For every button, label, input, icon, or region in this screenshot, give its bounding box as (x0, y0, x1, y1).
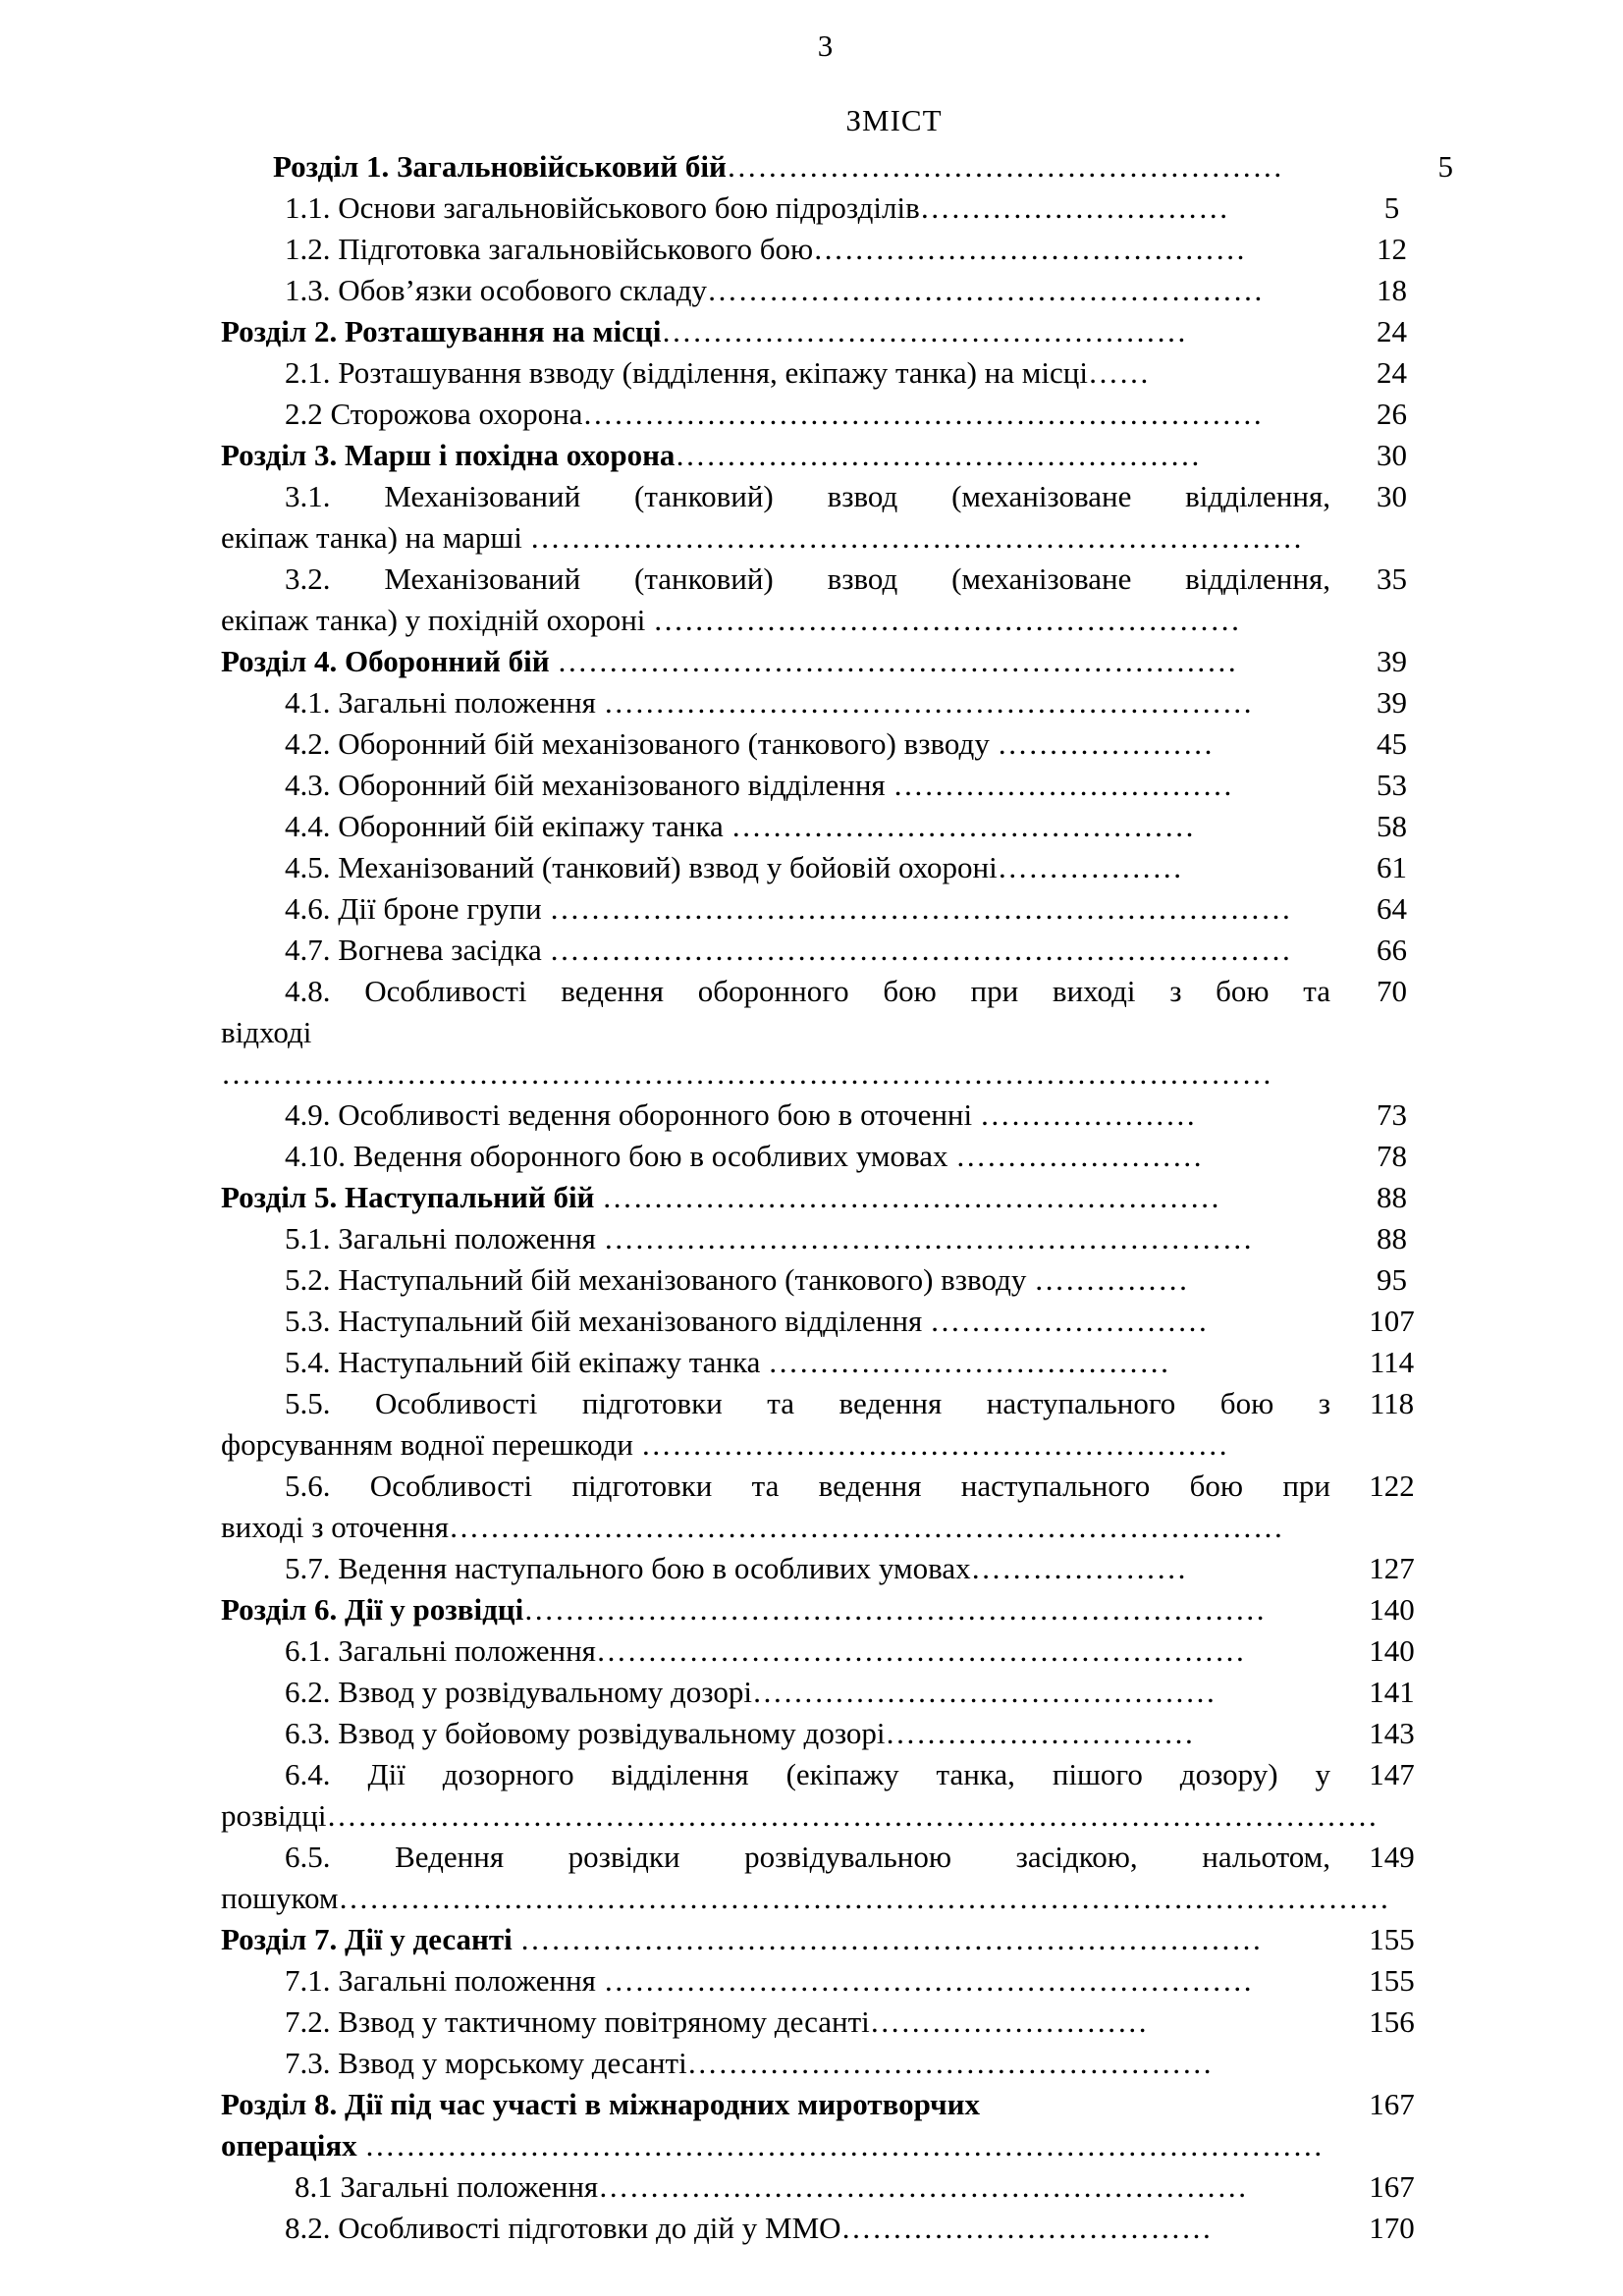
toc-entry-text: 1.3. Обов’язки особового складу……………………………………………… (285, 273, 1265, 307)
toc-row (221, 1919, 1453, 1960)
toc-row (221, 1095, 1453, 1136)
toc-row (221, 2166, 1453, 2208)
toc-page-number: 107 (1369, 1304, 1415, 1338)
toc-leader-dots: …… (1087, 355, 1150, 390)
toc-entry-text: 2.2 Сторожова охорона………………………………………………………… (285, 397, 1264, 431)
toc-page-number: 140 (1369, 1633, 1415, 1668)
toc-row (221, 476, 1453, 559)
toc-entry-text: 4.5. Механізований (танковий) взвод у бойовій охороні……………… (285, 850, 1183, 884)
toc-leader-dots: ……………………………………………………… (603, 1963, 1254, 1998)
toc-entry-text: 5.7. Ведення наступального бою в особливих умовах………………… (285, 1551, 1188, 1585)
toc-page-number: 88 (1377, 1180, 1407, 1214)
toc-leader-dots: …………………………………………………… (602, 1180, 1221, 1214)
toc-page-number: 122 (1369, 1468, 1415, 1503)
toc-leader-dots: ……………………………………………………… (603, 1221, 1254, 1255)
toc-entry-text: 5.4. Наступальний бій екіпажу танка ………………………………… (285, 1345, 1170, 1379)
toc-page-number: 73 (1377, 1097, 1407, 1132)
toc-title: ЗМІСТ (845, 103, 943, 137)
toc-entry-text: Розділ 7. Дії у десанті ……………………………………………………………… (221, 1922, 1263, 1956)
toc-row (221, 187, 1453, 229)
toc-entry-text: 7.1. Загальні положення ……………………………………………………… (285, 1963, 1254, 1998)
toc-row (221, 1136, 1453, 1177)
toc-page-number: 12 (1377, 232, 1407, 266)
toc-entry-text: 2.1. Розташування взводу (відділення, екіпажу танка) на місці…… (285, 355, 1150, 390)
toc-entry-text: 5.1. Загальні положення ……………………………………………………… (285, 1221, 1254, 1255)
toc-page-number: 53 (1377, 768, 1407, 802)
toc-leader-dots: ………………………………………………………………………………………… (338, 1881, 1390, 1915)
toc-leader-dots: ……………………………………………………………………… (449, 1510, 1284, 1544)
toc-page-number: 114 (1369, 1345, 1415, 1379)
toc-page-number: 39 (1377, 685, 1407, 720)
toc-entry-text: 6.2. Взвод у розвідувальному дозорі……………………………………… (285, 1675, 1217, 1709)
toc-leader-dots: ………………… (997, 726, 1215, 761)
toc-row (221, 1301, 1453, 1342)
toc-page-number: 78 (1377, 1139, 1407, 1173)
toc-leader-dots: …………… (1034, 1262, 1189, 1297)
toc-row (221, 2043, 1453, 2084)
toc-entry-text: 7.3. Взвод у морському десанті…………………………………………… (285, 2046, 1214, 2080)
toc-row (221, 352, 1453, 394)
toc-entry-text: Розділ 2. Розташування на місці…………………………………………… (221, 314, 1187, 348)
toc-page-number: 18 (1377, 273, 1407, 307)
toc-entry-text: 3.2. Механізований (танковий) взвод (механізоване відділення, екіпаж танка) у похідній охороні ………………………………………………… (221, 561, 1330, 637)
toc-row (221, 682, 1453, 723)
toc-row (221, 1342, 1453, 1383)
toc-page-number: 45 (1377, 726, 1407, 761)
toc-entry-text: 4.3. Оборонний бій механізованого відділення …………………………… (285, 768, 1233, 802)
toc-leader-dots: …………………………………… (813, 232, 1247, 266)
toc-row (221, 1218, 1453, 1259)
toc-entry-text: 6.3. Взвод у бойовому розвідувальному дозорі………………………… (285, 1716, 1195, 1750)
toc-leader-dots: ……………………………………………………… (603, 685, 1254, 720)
toc-leader-dots: ……………………………………………… (707, 273, 1265, 307)
toc-entry-text: 3.1. Механізований (танковий) взвод (механізоване відділення, екіпаж танка) на марші ………………………………………………………………… (221, 479, 1330, 555)
toc-leader-dots: …………………… (955, 1139, 1204, 1173)
toc-list (0, 146, 1623, 2249)
toc-leader-dots: ……………………… (929, 1304, 1209, 1338)
toc-leader-dots: ……………………………………………………… (595, 1633, 1246, 1668)
toc-page-number: 58 (1377, 809, 1407, 843)
toc-row (221, 1383, 1453, 1466)
toc-row (221, 1466, 1453, 1548)
toc-entry-text: 1.1. Основи загальновійськового бою підрозділів………………………… (285, 190, 1229, 225)
toc-leader-dots: ………………………………………………………… (582, 397, 1264, 431)
toc-entry-text: Розділ 3. Марш і похідна охорона…………………………………………… (221, 438, 1201, 472)
toc-leader-dots: ………………………………………………………… (557, 644, 1238, 678)
toc-entry-text: 4.7. Вогнева засідка ……………………………………………………………… (285, 933, 1292, 967)
toc-page-number: 35 (1377, 561, 1407, 596)
toc-leader-dots: …………………………………………… (661, 314, 1187, 348)
toc-leader-dots: …………………………………………… (675, 438, 1201, 472)
toc-leader-dots: ………………………………………………… (640, 1427, 1229, 1462)
toc-leader-dots: ……………… (997, 850, 1183, 884)
toc-leader-dots: ………………………………………………… (653, 603, 1241, 637)
toc-row (221, 723, 1453, 765)
toc-entry-text: Розділ 5. Наступальний бій …………………………………………………… (221, 1180, 1221, 1214)
toc-leader-dots: ………………………………………………………………………………………… (221, 1056, 1272, 1091)
toc-entry-text: 4.10. Ведення оборонного бою в особливих умовах …………………… (285, 1139, 1204, 1173)
toc-leader-dots: ……………………………………………………………… (519, 1922, 1263, 1956)
page-number: 3 (817, 28, 834, 63)
toc-row (221, 1754, 1453, 1837)
toc-entry-text: Розділ 8. Дії під час участі в міжнародних миротворчих операціях ………………………………………………………………………………… (221, 2087, 1324, 2163)
toc-row (221, 559, 1453, 641)
toc-entry-text: 6.1. Загальні положення……………………………………………………… (285, 1633, 1246, 1668)
toc-entry-text: Розділ 1. Загальновійськовий бій……………………………………………… (273, 149, 1283, 184)
toc-page-number: 155 (1369, 1922, 1415, 1956)
toc-row (221, 1177, 1453, 1218)
toc-page-number: 149 (1369, 1840, 1415, 1874)
toc-page-number: 30 (1377, 479, 1407, 513)
toc-entry-text: 8.2. Особливості підготовки до дій у ММО……………………………… (285, 2211, 1213, 2245)
toc-page-number: 147 (1369, 1757, 1415, 1791)
toc-leader-dots: …………………………… (893, 768, 1233, 802)
toc-row (221, 1548, 1453, 1589)
toc-page-number: 5 (1383, 190, 1400, 225)
toc-row (221, 847, 1453, 888)
toc-page-number: 167 (1369, 2169, 1415, 2204)
toc-row (221, 394, 1453, 435)
toc-row (221, 1960, 1453, 2002)
toc-leader-dots: ……………………………………… (730, 809, 1196, 843)
toc-leader-dots: ………………………… (919, 190, 1229, 225)
toc-page-number: 66 (1377, 933, 1407, 967)
toc-entry-text: Розділ 4. Оборонний бій ………………………………………………………… (221, 644, 1238, 678)
toc-page-number: 30 (1377, 438, 1407, 472)
toc-page-number: 39 (1377, 644, 1407, 678)
toc-leader-dots: ……………………… (869, 2004, 1149, 2039)
toc-entry-text: 4.1. Загальні положення ……………………………………………………… (285, 685, 1254, 720)
toc-leader-dots: ………………………………………………………………………………………… (326, 1798, 1379, 1833)
toc-row (221, 1713, 1453, 1754)
toc-page-number: 95 (1377, 1262, 1407, 1297)
toc-leader-dots: ……………………………………………… (726, 149, 1283, 184)
toc-entry-text: 4.8. Особливості ведення оборонного бою при виході з бою та відході ………………………………………………………………………………………… (221, 974, 1330, 1091)
toc-row (221, 930, 1453, 971)
toc-page-number: 61 (1377, 850, 1407, 884)
toc-entry-text: 5.6. Особливості підготовки та ведення наступального бою при виході з оточення……………………………………………………………………… (221, 1468, 1330, 1544)
toc-page-number: 127 (1369, 1551, 1415, 1585)
toc-page-number: 70 (1377, 974, 1407, 1008)
toc-leader-dots: ……………………………………………………………… (549, 933, 1292, 967)
toc-row (221, 311, 1453, 352)
toc-entry-text: 4.2. Оборонний бій механізованого (танкового) взводу ………………… (285, 726, 1215, 761)
toc-entry-text: 7.2. Взвод у тактичному повітряному десанті……………………… (285, 2004, 1149, 2039)
toc-row (221, 888, 1453, 930)
toc-entry-text: 6.5. Ведення розвідки розвідувальною засідкою, нальотом, пошуком………………………………………………………………………………………… (221, 1840, 1390, 1915)
toc-page-number: 26 (1377, 397, 1407, 431)
toc-page-number: 156 (1369, 2004, 1415, 2039)
toc-entry-text: 5.3. Наступальний бій механізованого відділення ……………………… (285, 1304, 1209, 1338)
toc-leader-dots: ……………………………………………………………… (549, 891, 1292, 926)
toc-row (221, 971, 1453, 1095)
toc-page-number: 64 (1377, 891, 1407, 926)
toc-page-number: 118 (1369, 1386, 1415, 1420)
toc-row (221, 1837, 1453, 1919)
toc-row (221, 146, 1453, 187)
toc-row (221, 1259, 1453, 1301)
toc-entry-text: 4.4. Оборонний бій екіпажу танка ……………………………………… (285, 809, 1196, 843)
toc-leader-dots: ……………………………………… (751, 1675, 1217, 1709)
toc-leader-dots: ………………… (970, 1551, 1188, 1585)
toc-row (221, 435, 1453, 476)
toc-entry-text: 4.6. Дії броне групи ……………………………………………………………… (285, 891, 1292, 926)
toc-page-number: 170 (1369, 2211, 1415, 2245)
toc-entry-text: 4.9. Особливості ведення оборонного бою в оточенні ………………… (285, 1097, 1197, 1132)
toc-leader-dots: …………………………………………… (686, 2046, 1214, 2080)
toc-leader-dots: ……………………………………………………………… (523, 1592, 1267, 1627)
toc-leader-dots: ………………… (979, 1097, 1197, 1132)
toc-row (221, 270, 1453, 311)
toc-row (221, 1672, 1453, 1713)
toc-row (221, 806, 1453, 847)
toc-leader-dots: ……………………………… (840, 2211, 1213, 2245)
toc-row (221, 1630, 1453, 1672)
toc-row (221, 1589, 1453, 1630)
toc-entry-text: 8.1 Загальні положення……………………………………………………… (295, 2169, 1248, 2204)
toc-page-number: 24 (1377, 314, 1407, 348)
toc-page-number: 88 (1377, 1221, 1407, 1255)
toc-leader-dots: ………………………… (885, 1716, 1195, 1750)
toc-leader-dots: ………………………………………………………………… (529, 520, 1304, 555)
toc-page-number: 140 (1369, 1592, 1415, 1627)
toc-entry-text: 5.2. Наступальний бій механізованого (танкового) взводу …………… (285, 1262, 1189, 1297)
toc-row (221, 641, 1453, 682)
toc-page-number: 155 (1369, 1963, 1415, 1998)
toc-entry-text: 6.4. Дії дозорного відділення (екіпажу танка, пішого дозору) у розвідці………………………………………………………………………………………… (221, 1757, 1379, 1833)
toc-leader-dots: ……………………………………………………… (598, 2169, 1248, 2204)
toc-row (221, 2002, 1453, 2043)
toc-page-number: 141 (1369, 1675, 1415, 1709)
toc-entry-text: 5.5. Особливості підготовки та ведення наступального бою з форсуванням водної перешкоди ………………………………………………… (221, 1386, 1330, 1462)
toc-row (221, 765, 1453, 806)
toc-leader-dots: ………………………………………………………………………………… (364, 2128, 1324, 2163)
toc-entry-text: Розділ 6. Дії у розвідці……………………………………………………………… (221, 1592, 1267, 1627)
toc-page-number: 5 (1437, 149, 1453, 184)
toc-page-number: 167 (1369, 2087, 1415, 2121)
toc-page-number: 24 (1377, 355, 1407, 390)
toc-page-number: 143 (1369, 1716, 1415, 1750)
toc-leader-dots: ………………………………… (768, 1345, 1170, 1379)
toc-entry-text: 1.2. Підготовка загальновійськового бою…………………………………… (285, 232, 1247, 266)
toc-row (221, 2084, 1453, 2166)
toc-row (221, 2208, 1453, 2249)
toc-row (221, 229, 1453, 270)
